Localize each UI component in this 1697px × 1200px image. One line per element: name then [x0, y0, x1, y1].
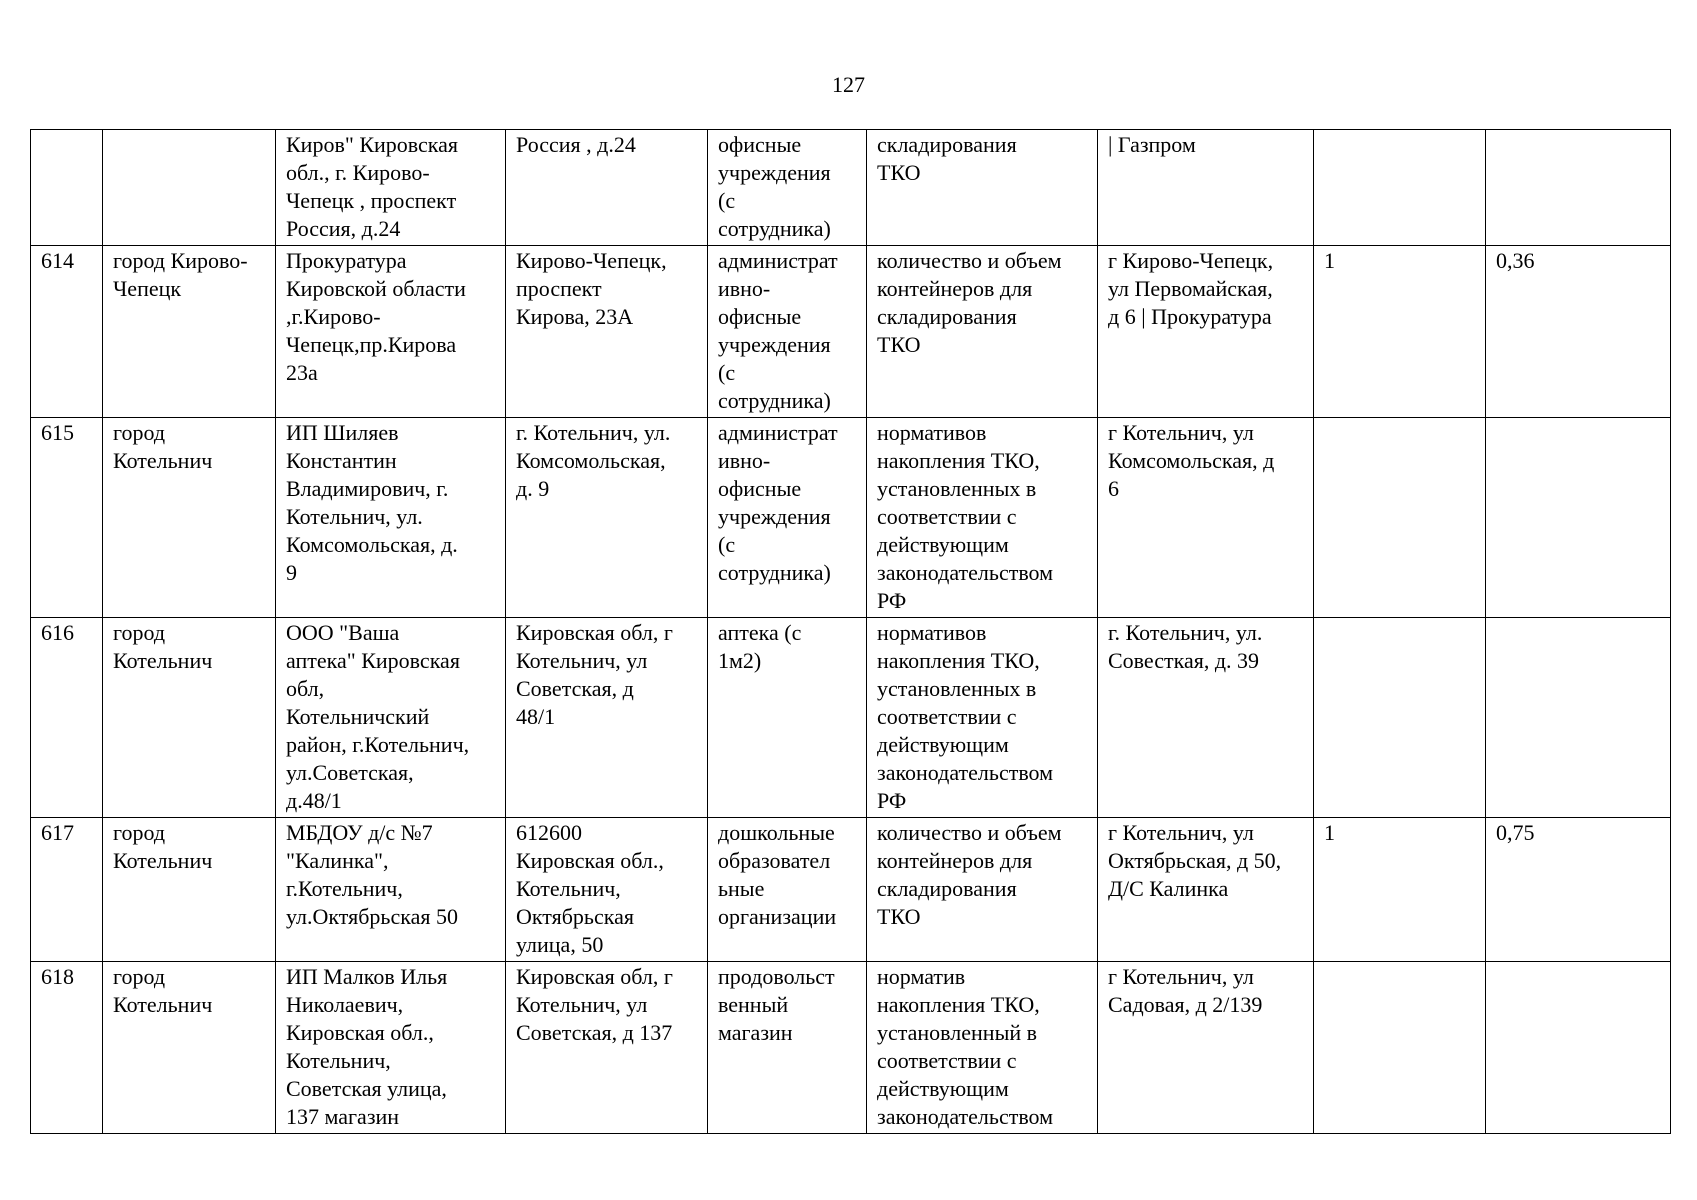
container-volume-cell: 0,75: [1486, 818, 1671, 962]
table-row: [31, 418, 1671, 618]
table-row: [31, 818, 1671, 962]
organization-cell: ИП Шиляев Константин Владимирович, г. Котельнич, ул. Комсомольская, д. 9: [276, 418, 506, 618]
basis-cell: нормативов накопления ТКО, установленных в соответствии с действующим законодательством РФ: [867, 618, 1098, 818]
category-cell: дошкольные образовател ьные организации: [708, 818, 867, 962]
container-count-cell: [1314, 618, 1486, 818]
container-volume-cell: [1486, 130, 1671, 246]
address-cell: Россия , д.24: [506, 130, 708, 246]
basis-cell: складирования ТКО: [867, 130, 1098, 246]
table-row: [31, 130, 1671, 246]
settlement-cell: город Котельнич: [103, 418, 276, 618]
container-count-cell: 1: [1314, 818, 1486, 962]
row-number-cell: 617: [31, 818, 103, 962]
container-volume-cell: 0,36: [1486, 246, 1671, 418]
settlement-cell: город Кирово- Чепецк: [103, 246, 276, 418]
category-cell: офисные учреждения (с сотрудника): [708, 130, 867, 246]
page-number: 127: [832, 72, 865, 97]
category-cell: администрат ивно- офисные учреждения (с сотрудника): [708, 418, 867, 618]
address-cell: Кирово-Чепецк, проспект Кирова, 23А: [506, 246, 708, 418]
basis-cell: количество и объем контейнеров для складирования ТКО: [867, 818, 1098, 962]
row-number-cell: [31, 130, 103, 246]
organization-cell: ИП Малков Илья Николаевич, Кировская обл., Котельнич, Советская улица, 137 магазин: [276, 962, 506, 1134]
table-row: [31, 962, 1671, 1134]
collection-site-cell: г. Котельнич, ул. Совесткая, д. 39: [1098, 618, 1314, 818]
container-volume-cell: [1486, 418, 1671, 618]
table-row: [31, 618, 1671, 818]
row-number-cell: 615: [31, 418, 103, 618]
container-volume-cell: [1486, 962, 1671, 1134]
container-count-cell: [1314, 962, 1486, 1134]
collection-site-cell: | Газпром: [1098, 130, 1314, 246]
registry-table: [30, 129, 1671, 1134]
organization-cell: Прокуратура Кировской области ,г.Кирово- Чепецк,пр.Кирова 23а: [276, 246, 506, 418]
collection-site-cell: г Котельнич, ул Садовая, д 2/139: [1098, 962, 1314, 1134]
row-number-cell: 614: [31, 246, 103, 418]
collection-site-cell: г Кирово-Чепецк, ул Первомайская, д 6 | Прокуратура: [1098, 246, 1314, 418]
container-count-cell: [1314, 418, 1486, 618]
settlement-cell: город Котельнич: [103, 818, 276, 962]
settlement-cell: [103, 130, 276, 246]
container-volume-cell: [1486, 618, 1671, 818]
address-cell: Кировская обл, г Котельнич, ул Советская, д 48/1: [506, 618, 708, 818]
category-cell: продовольст венный магазин: [708, 962, 867, 1134]
basis-cell: количество и объем контейнеров для складирования ТКО: [867, 246, 1098, 418]
category-cell: аптека (с 1м2): [708, 618, 867, 818]
organization-cell: Киров" Кировская обл., г. Кирово- Чепецк , проспект Россия, д.24: [276, 130, 506, 246]
basis-cell: норматив накопления ТКО, установленный в соответствии с действующим законодательством: [867, 962, 1098, 1134]
settlement-cell: город Котельнич: [103, 618, 276, 818]
row-number-cell: 618: [31, 962, 103, 1134]
address-cell: Кировская обл, г Котельнич, ул Советская, д 137: [506, 962, 708, 1134]
collection-site-cell: г Котельнич, ул Комсомольская, д 6: [1098, 418, 1314, 618]
address-cell: г. Котельнич, ул. Комсомольская, д. 9: [506, 418, 708, 618]
organization-cell: МБДОУ д/с №7 "Калинка", г.Котельнич, ул.Октябрьская 50: [276, 818, 506, 962]
basis-cell: нормативов накопления ТКО, установленных в соответствии с действующим законодательством РФ: [867, 418, 1098, 618]
row-number-cell: 616: [31, 618, 103, 818]
address-cell: 612600 Кировская обл., Котельнич, Октябрьская улица, 50: [506, 818, 708, 962]
category-cell: администрат ивно- офисные учреждения (с сотрудника): [708, 246, 867, 418]
organization-cell: ООО "Ваша аптека" Кировская обл, Котельничский район, г.Котельнич, ул.Советская, д.48/1: [276, 618, 506, 818]
settlement-cell: город Котельнич: [103, 962, 276, 1134]
table-row: [31, 246, 1671, 418]
container-count-cell: [1314, 130, 1486, 246]
container-count-cell: 1: [1314, 246, 1486, 418]
collection-site-cell: г Котельнич, ул Октябрьская, д 50, Д/С Калинка: [1098, 818, 1314, 962]
